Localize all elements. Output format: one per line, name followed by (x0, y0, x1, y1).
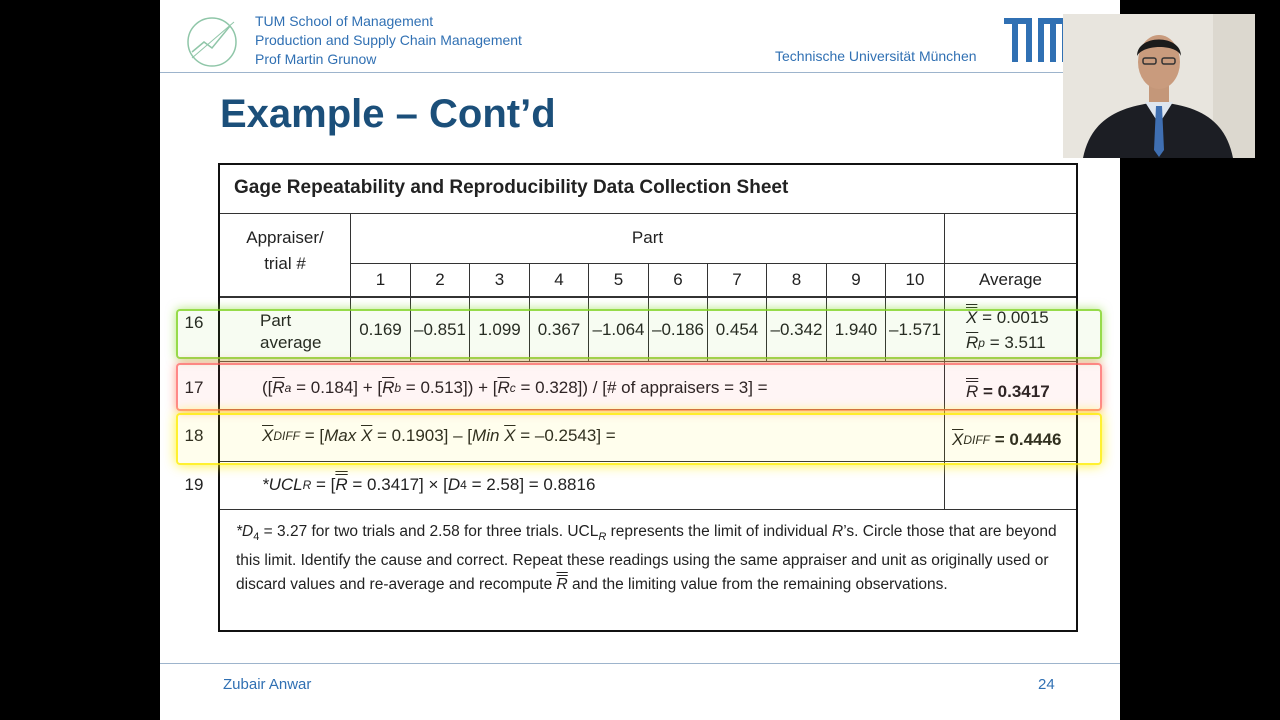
part-average-value: –0.186 (652, 320, 704, 339)
part-average-value: –0.851 (414, 320, 466, 339)
x-bar: $\overline{X}$ (262, 426, 274, 445)
subscript: c (509, 381, 516, 395)
row17-result (966, 377, 1050, 407)
grand-average-value: = 0.0015 (982, 308, 1049, 327)
row19-formula (262, 470, 595, 500)
row18-formula (262, 421, 616, 451)
part-number: 4 (554, 270, 564, 289)
part-average-value: 0.169 (359, 320, 402, 339)
text-segment: ’s. Circle those that are beyond this limit. Identify the cause and correct. Repeat these readings using the same appraiser and unit as originally used or discard values and re-average and recompute (236, 523, 1057, 594)
range-of-part-averages (966, 332, 1046, 354)
gage-rr-sheet (184, 163, 1078, 632)
tum-logo-icon (998, 16, 1068, 64)
x-diff-value: = 0.4446 (994, 430, 1062, 449)
appraiser-header-line2: trial # (264, 254, 306, 273)
subscript: R (302, 478, 312, 492)
grid-line (220, 509, 1076, 510)
r-bar: $\overline{R}$ (272, 378, 285, 397)
sheet-title: Gage Repeatability and Reproducibility Data Collection Sheet (234, 177, 789, 198)
part-number: 3 (494, 270, 505, 289)
text-segment: = 0.513]) + [ (401, 378, 498, 397)
part-number: 5 (613, 270, 624, 289)
part-average-value: 0.454 (715, 320, 759, 339)
header-divider (160, 72, 1120, 73)
text-segment: = 3.27 for two trials and 2.58 for three trials. UCL (259, 523, 599, 540)
r-bar: $\overline{R}$ (497, 378, 510, 397)
institution-line-2: Production and Supply Chain Management (255, 32, 522, 48)
part-number: 2 (435, 270, 445, 289)
institution-line-1: TUM School of Management (255, 13, 434, 29)
text-segment: = [ (300, 426, 325, 445)
text-segment: *D (236, 523, 254, 540)
r-double-bar: R (966, 382, 979, 401)
grand-average (966, 307, 1049, 329)
row-number-18: 18 (184, 426, 204, 445)
part-number: 6 (673, 270, 683, 289)
presenter-name: Zubair Anwar (223, 676, 312, 693)
institution-line-3: Prof Martin Grunow (255, 51, 377, 67)
r-bar: $\overline{R}$ (382, 378, 395, 397)
r-double-bar-value: = 0.3417 (983, 382, 1050, 401)
part-number: 1 (375, 270, 386, 289)
grid-line (220, 409, 1076, 410)
text-segment: and the limiting value from the remaining observations. (567, 576, 948, 594)
webcam-video (1063, 14, 1255, 158)
university-name: Technische Universität München (775, 48, 977, 64)
part-number: 8 (791, 270, 802, 289)
text-segment: = 0.3417] × [ (347, 475, 448, 494)
part-average-value: 1.940 (834, 320, 878, 339)
text-segment: Max (324, 426, 361, 445)
institution-block (255, 12, 522, 69)
text-segment: D (447, 475, 461, 494)
appraiser-header-line1: Appraiser/ (246, 228, 324, 247)
school-logo-icon (184, 12, 240, 68)
r-double-bar: R (335, 475, 348, 494)
presenter-avatar-icon (1063, 14, 1255, 158)
row-number-17: 17 (184, 378, 204, 397)
part-number: 10 (905, 270, 925, 289)
subscript: 4 (253, 531, 260, 544)
page-number: 24 (1038, 676, 1055, 693)
r-subscript: p (978, 336, 985, 350)
text-segment: = [ (311, 475, 336, 494)
text-segment: = 0.328]) / [# of appraisers = 3] = (515, 378, 768, 397)
row18-result (952, 425, 1061, 455)
row-number-16: 16 (184, 313, 204, 332)
x-double-bar: X (966, 308, 978, 327)
text-segment: Min (472, 426, 505, 445)
part-average-value: –1.064 (592, 320, 645, 339)
text-segment: = 2.58] = 0.8816 (466, 475, 596, 494)
grid-line (220, 213, 1076, 214)
row17-formula (262, 373, 768, 403)
text-segment: = –0.2543] = (515, 426, 616, 445)
slide (160, 0, 1120, 720)
text-segment: = 0.1903] – [ (372, 426, 473, 445)
grid-line (220, 461, 1076, 462)
grid-line (220, 361, 1076, 362)
row-number-19: 19 (184, 475, 204, 494)
part-number: 9 (851, 270, 861, 289)
r-double-bar: R (556, 576, 568, 594)
part-average-value: –0.342 (770, 320, 823, 339)
x-bar: $\overline{X}$ (952, 430, 964, 449)
rp-value: = 3.511 (989, 333, 1046, 352)
text-segment: ([ (262, 378, 273, 397)
x-bar: $\overline{X}$ (360, 426, 373, 445)
text-segment: *UCL (262, 475, 303, 494)
x-bar: $\overline{X}$ (504, 426, 516, 445)
part-header: Part (631, 228, 664, 247)
subscript: a (284, 381, 292, 395)
text-segment: R (832, 523, 844, 540)
grid-line (351, 263, 1076, 264)
r-bar: $\overline{R}$ (966, 333, 979, 352)
subscript: 4 (460, 478, 467, 492)
part-average-value: –1.571 (889, 320, 941, 339)
text-segment: = 0.184] + [ (291, 378, 383, 397)
subscript: DIFF (273, 429, 301, 443)
text-segment: represents the limit of individual (606, 523, 833, 540)
footer-divider (160, 663, 1120, 664)
subscript: b (394, 381, 402, 395)
part-number: 7 (732, 270, 742, 289)
subscript: DIFF (963, 433, 991, 447)
row16-label-line2: average (260, 333, 322, 352)
row16-label-line1: Part (260, 311, 292, 330)
slide-title: Example – Cont’d (220, 92, 556, 136)
part-average-value: 1.099 (478, 320, 521, 339)
average-header: Average (978, 270, 1042, 289)
part-average-value: 0.367 (537, 320, 581, 339)
grid-line (944, 213, 945, 509)
subscript: R (598, 531, 607, 544)
sheet-footnote (236, 520, 1066, 597)
